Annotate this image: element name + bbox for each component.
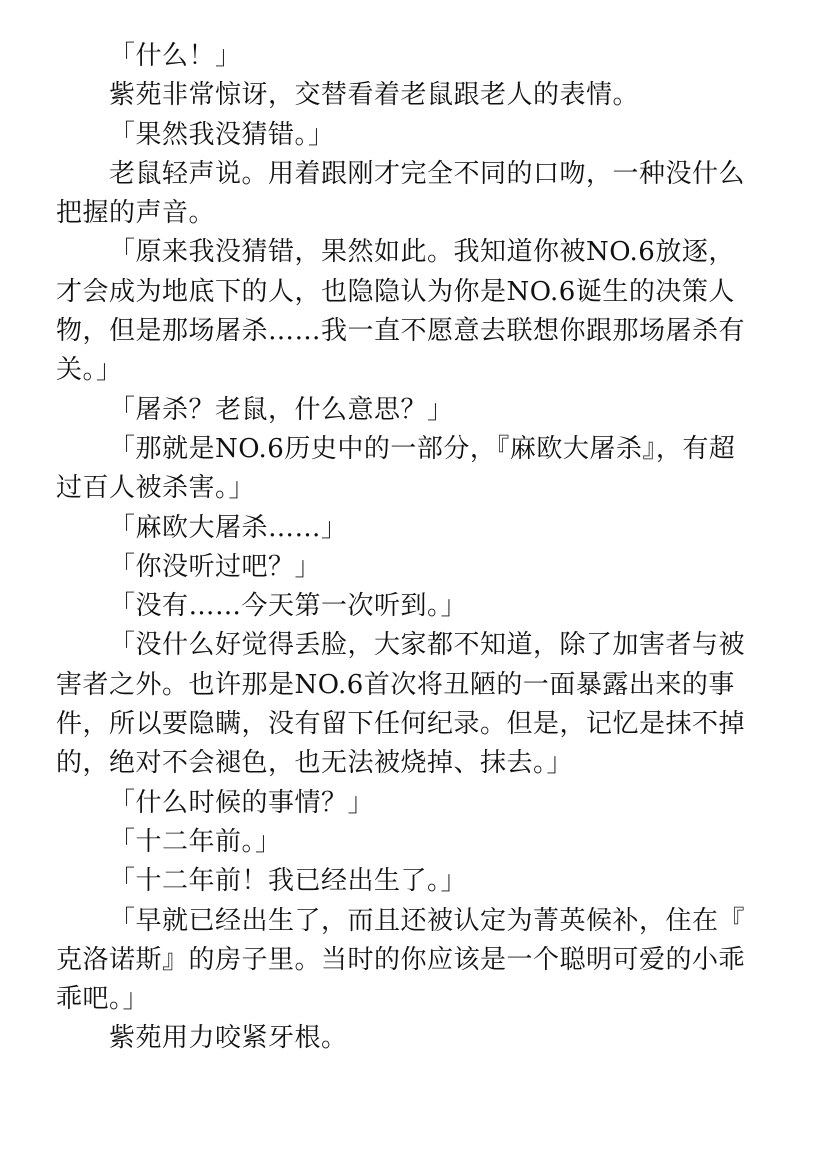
paragraph-3: 「果然我没猜错。」 [109, 119, 335, 150]
paragraph-10: 「没有……今天第一次听到。」 [109, 591, 468, 622]
paragraph-15: 「早就已经出生了，而且还被认定为菁英候补，住在『克洛诺斯』的房子里。当时的你应该是一个聪明可爱的小乖乖吧。」 [56, 905, 746, 1015]
paragraph-1: 「什么！」 [109, 41, 242, 71]
body-text [56, 37, 756, 1059]
paragraph-16: 紫苑用力咬紧牙根。 [109, 1023, 348, 1054]
paragraph-6: 「屠杀？老鼠，什么意思？」 [109, 394, 454, 425]
paragraph-13: 「十二年前。」 [109, 826, 282, 857]
paragraph-7: 「那就是NO.6历史中的一部分，『麻欧大屠杀』，有超过百人被杀害。」 [56, 433, 736, 504]
paragraph-2: 紫苑非常惊讶，交替看着老鼠跟老人的表情。 [109, 80, 640, 111]
paragraph-5: 「原来我没猜错，果然如此。我知道你被NO.6放逐，才会成为地底下的人，也隐隐认为你是NO.6诞生的决策人物，但是那场屠杀……我一直不愿意去联想你跟那场屠杀有关。」 [56, 237, 746, 386]
paragraph-12: 「什么时候的事情？」 [109, 787, 375, 818]
paragraph-9: 「你没听过吧？」 [109, 551, 322, 582]
paragraph-4: 老鼠轻声说。用着跟刚才完全不同的口吻，一种没什么把握的声音。 [56, 158, 746, 229]
paragraph-14: 「十二年前！我已经出生了。」 [109, 866, 468, 897]
paragraph-8: 「麻欧大屠杀……」 [109, 512, 348, 543]
paragraph-11: 「没什么好觉得丢脸，大家都不知道，除了加害者与被害者之外。也许那是NO.6首次将丑陋的一面暴露出来的事件，所以要隐瞒，没有留下任何纪录。但是，记忆是抹不掉的，绝对不会褪色，也无法被烧掉、抹去。」 [56, 630, 746, 779]
